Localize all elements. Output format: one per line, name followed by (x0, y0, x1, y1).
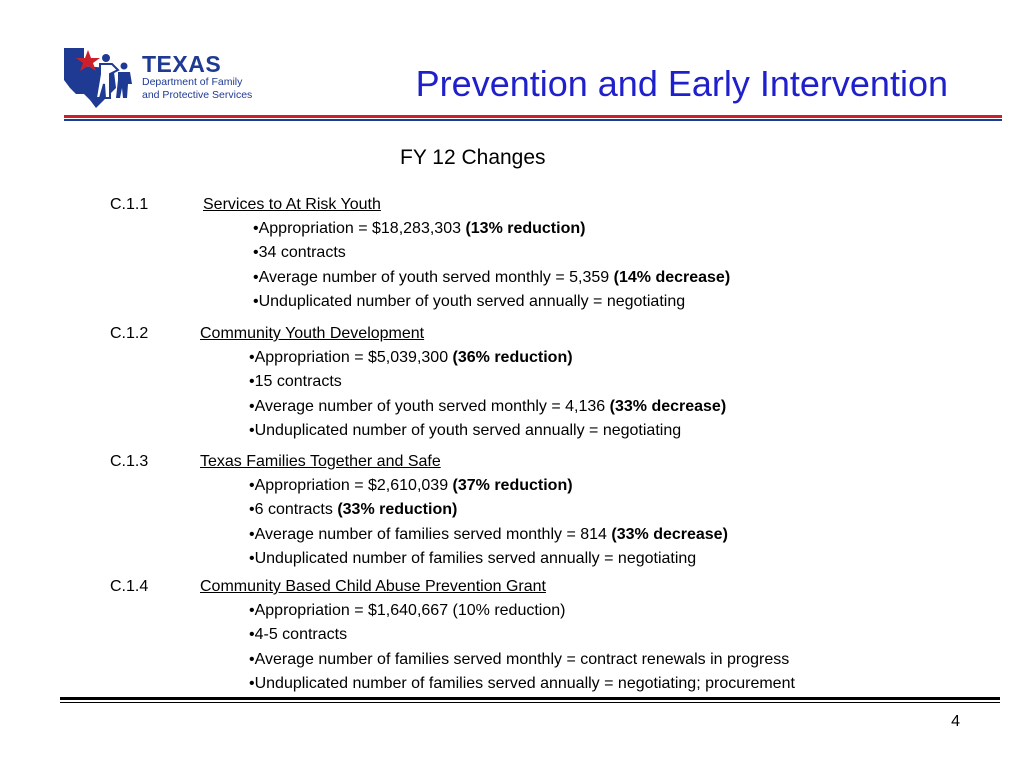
bullet-item (249, 395, 726, 419)
bullet-item (253, 217, 730, 241)
bullet-text: •Unduplicated number of youth served annually = negotiating (253, 292, 686, 310)
footer-divider-thick (60, 697, 1000, 700)
bullet-text: •Appropriation = $1,640,667 (10% reduction) (249, 602, 566, 619)
bullet-list (249, 599, 795, 696)
bullet-item (249, 547, 728, 571)
bullet-text: •Unduplicated number of families served annually = negotiating (249, 549, 697, 567)
logo-line-1: Department of Family (142, 76, 243, 88)
bullet-list (249, 474, 728, 571)
bullet-emphasis: (36% reduction) (452, 349, 573, 366)
bullet-emphasis: (33% reduction) (337, 501, 458, 519)
section-code: C.1.3 (110, 453, 149, 470)
section-code: C.1.1 (110, 196, 149, 213)
page-title: Prevention and Early Intervention (415, 63, 948, 104)
bullet-text: •Average number of youth served monthly = 4,136 (249, 397, 610, 415)
bullet-item (249, 346, 726, 370)
agency-logo (62, 44, 262, 110)
section-code: C.1.4 (110, 578, 149, 595)
bullet-item (253, 290, 730, 314)
slide-subtitle: FY 12 Changes (400, 146, 546, 169)
bullet-text: •Average number of families served monthly = contract renewals in progress (249, 650, 790, 668)
bullet-item (253, 266, 730, 290)
bullet-item (249, 370, 726, 394)
bullet-item (253, 241, 730, 265)
section-heading: Texas Families Together and Safe (200, 453, 441, 470)
bullet-list (249, 346, 726, 443)
bullet-list (253, 217, 730, 314)
bullet-item (249, 648, 795, 672)
bullet-emphasis: (14% decrease) (613, 268, 731, 286)
bullet-text: •6 contracts (249, 501, 338, 519)
section-heading: Community Based Child Abuse Prevention Grant (200, 578, 546, 595)
bullet-text: •Unduplicated number of families served annually = negotiating; procurement (249, 674, 795, 692)
bullet-text: •Appropriation = $5,039,300 (249, 349, 453, 366)
section-code: C.1.2 (110, 325, 149, 342)
bullet-item (249, 599, 795, 623)
bullet-emphasis: (13% reduction) (465, 220, 586, 237)
section-heading: Community Youth Development (200, 325, 425, 342)
bullet-text: •15 contracts (249, 373, 342, 391)
bullet-text: •Appropriation = $2,610,039 (249, 477, 453, 494)
logo-texas-text: TEXAS (142, 51, 222, 77)
bullet-text: •Average number of families served monthly = 814 (249, 525, 612, 543)
header-divider-red (64, 115, 1002, 118)
bullet-text: •34 contracts (253, 244, 346, 262)
bullet-item (249, 419, 726, 443)
bullet-emphasis: (33% decrease) (611, 525, 728, 543)
section-heading: Services to At Risk Youth (203, 196, 381, 213)
logo-wordmark (142, 52, 252, 102)
bullet-text: •Appropriation = $18,283,303 (253, 220, 466, 237)
bullet-text: •Unduplicated number of youth served annually = negotiating (249, 421, 682, 439)
bullet-text: •4-5 contracts (249, 626, 348, 644)
bullet-item (249, 672, 795, 696)
bullet-item (249, 498, 728, 522)
bullet-text: •Average number of youth served monthly = 5,359 (253, 268, 614, 286)
bullet-item (249, 623, 795, 647)
page-number: 4 (951, 713, 960, 730)
bullet-item (249, 474, 728, 498)
footer-divider-thin (60, 702, 1000, 703)
header-divider-blue (64, 119, 1002, 121)
bullet-emphasis: (37% reduction) (452, 477, 573, 494)
texas-dfps-logo-icon (62, 44, 142, 110)
logo-line-2: and Protective Services (142, 89, 253, 101)
bullet-emphasis: (33% decrease) (609, 397, 727, 415)
bullet-item (249, 523, 728, 547)
